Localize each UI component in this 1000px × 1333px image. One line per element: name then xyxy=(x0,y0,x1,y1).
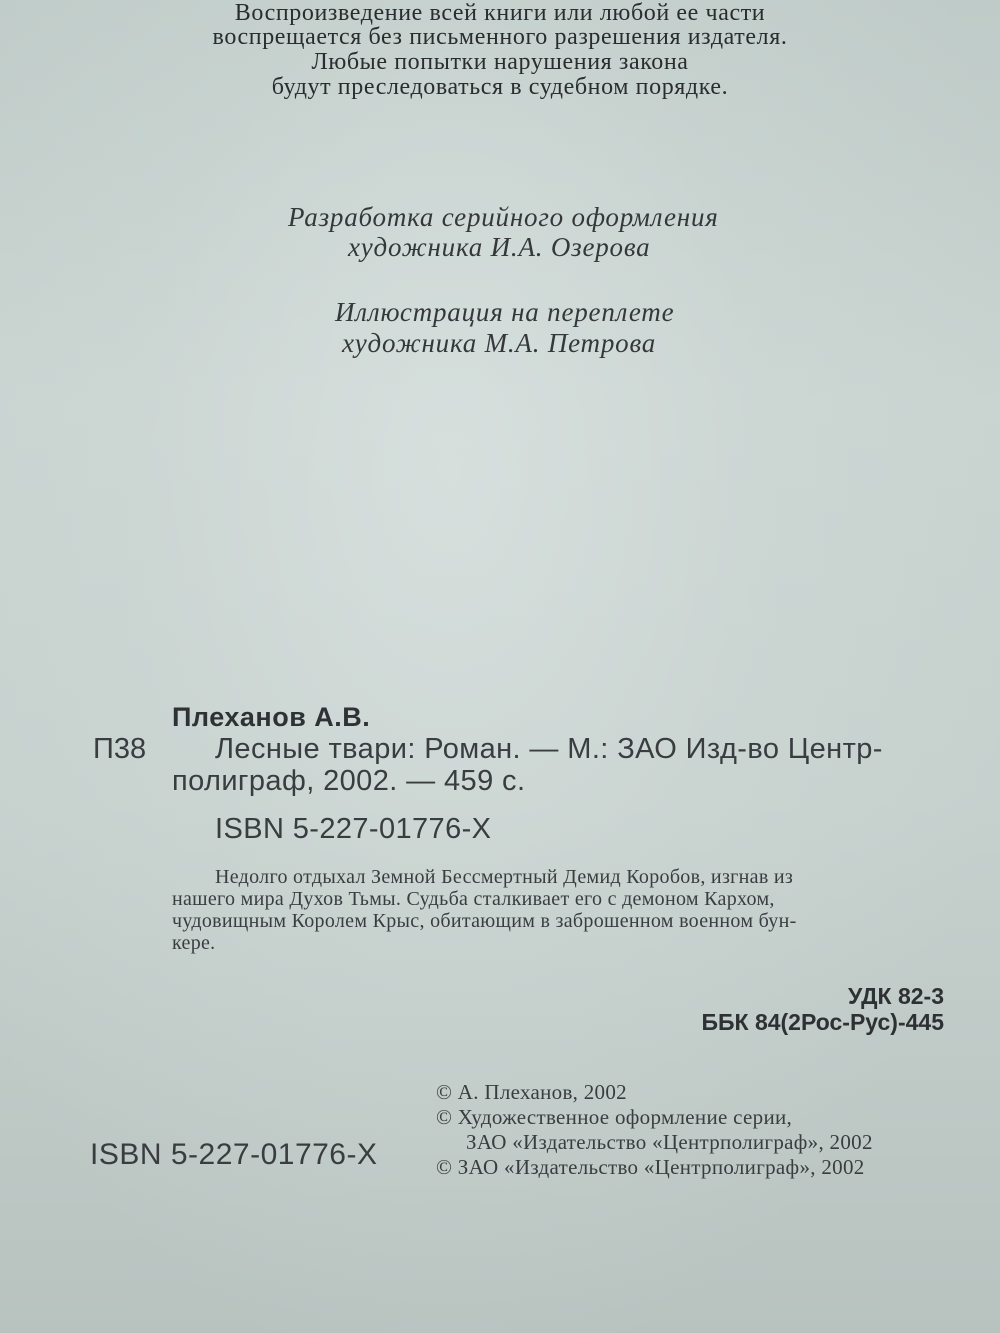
bibliographic-entry-line: полиграф, 2002. — 459 с. xyxy=(172,765,526,797)
copyright-line: © Художественное оформление серии, xyxy=(436,1105,793,1129)
catalog-isbn: ISBN 5-227-01776-X xyxy=(215,813,492,845)
annotation-line: Недолго отдыхал Земной Бессмертный Демид Коробов, изгнав из xyxy=(215,866,794,888)
legal-notice-line: Воспроизведение всей книги или любой ее части xyxy=(234,0,766,26)
bibliographic-entry-line: Лесные твари: Роман. — М.: ЗАО Изд-во Центр- xyxy=(215,733,883,765)
author-name: Плеханов А.В. xyxy=(172,702,371,732)
annotation-line: чудовищным Королем Крыс, обитающим в заброшенном военном бун- xyxy=(172,910,797,932)
credit-line: Иллюстрация на переплете xyxy=(335,297,675,327)
copyright-line: © ЗАО «Издательство «Центрполиграф», 2002 xyxy=(436,1155,865,1179)
credit-line: Разработка серийного оформления xyxy=(288,202,719,232)
copyright-line: © А. Плеханов, 2002 xyxy=(436,1080,627,1104)
legal-notice-line: Любые попытки нарушения закона xyxy=(311,49,689,75)
legal-notice-line: воспрещается без письменного разрешения издателя. xyxy=(212,24,788,50)
bbk-code: ББК 84(2Рос-Рус)-445 xyxy=(701,1009,944,1035)
catalog-code: П38 xyxy=(93,733,147,765)
credit-line: художника И.А. Озерова xyxy=(348,232,651,262)
udk-code: УДК 82-3 xyxy=(848,983,944,1009)
credit-line: художника М.А. Петрова xyxy=(342,328,657,358)
annotation-line: нашего мира Духов Тьмы. Судьба сталкивает его с демоном Кархом, xyxy=(172,888,775,910)
legal-notice-line: будут преследоваться в судебном порядке. xyxy=(271,74,729,100)
isbn-number: ISBN 5-227-01776-X xyxy=(90,1138,378,1171)
annotation-line: кере. xyxy=(172,932,216,954)
copyright-line: ЗАО «Издательство «Центрполиграф», 2002 xyxy=(466,1130,873,1154)
